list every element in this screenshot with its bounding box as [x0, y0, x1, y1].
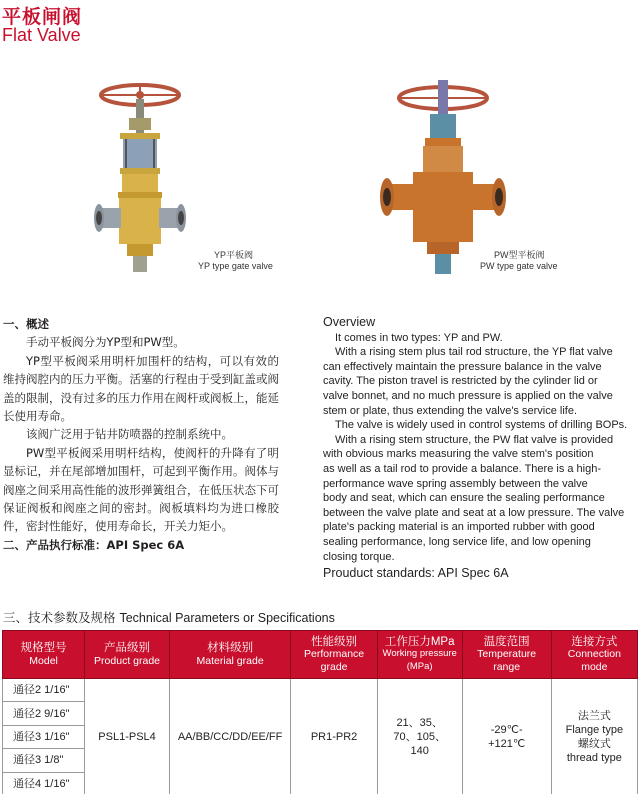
yp-caption-en: YP type gate valve [198, 261, 273, 271]
spec-title-en: Technical Parameters or Specifications [119, 611, 335, 625]
header-connection: 连接方式 Connection mode [551, 631, 637, 679]
en-line: can effectively maintain the pressure balance in the valve [323, 360, 602, 373]
header-material-grade: 材料级别 Material grade [169, 631, 291, 679]
pw-caption [480, 250, 558, 272]
en-line: With a rising stem structure, the PW flat valve is provided [335, 433, 614, 446]
connection-line: thread type [566, 751, 622, 764]
yp-valve-image [85, 78, 195, 278]
en-line: as well as a tail rod to provide a balance. There is a high- [323, 462, 602, 475]
en-line: performance wave spring assembly between the valve [323, 477, 588, 490]
cn-standard-heading: 二、产品执行标准：API Spec 6A [3, 537, 185, 552]
en-line: plate's packing material is an imported rubber with good [323, 521, 595, 534]
cn-paragraph: YP型平板阀采用明杆加围杆的结构，可以有效的维持阀腔内的压力平衡。活塞的行程由于受到缸盖或阀盖的限制，没有过多的压力作用在阀杆或阀板上，能延长使用寿命。 [3, 353, 279, 424]
model-cell: 通径4 1/16" [3, 772, 85, 794]
temperature-cell: -29℃-+121℃ [462, 679, 551, 794]
en-line: With a rising stem plus tail rod structure, the YP flat valve [335, 346, 613, 359]
page-title-cn: 平板闸阀 [2, 6, 83, 28]
en-standard: Prouduct standards: API Spec 6A [323, 566, 509, 581]
table-header-row [3, 631, 638, 679]
connection-line: Flange type [565, 723, 624, 736]
yp-caption-cn: YP平板阀 [214, 250, 254, 260]
en-overview-heading: Overview [323, 315, 376, 329]
spec-title-cn: 三、技术参数及规格 [3, 610, 120, 625]
en-line: The valve is widely used in control systems of drilling BOPs. [335, 419, 628, 432]
chinese-section [3, 315, 279, 554]
en-line: cavity. The piston travel is restricted by the cylinder lid or [323, 375, 598, 388]
header-model: 规格型号 Model [3, 631, 85, 679]
model-cell: 通径3 1/16" [3, 725, 85, 748]
connection-cell [551, 679, 637, 794]
spec-section-title [3, 608, 335, 626]
model-cell: 通径3 1/8" [3, 749, 85, 772]
en-line: valve bonnet, and no much pressure is applied on the valve [323, 389, 613, 402]
connection-line: 螺纹式 [577, 737, 611, 750]
connection-line: 法兰式 [577, 709, 611, 722]
model-cell: 通径2 1/16" [3, 679, 85, 702]
header-product-grade: 产品级别 Product grade [85, 631, 170, 679]
table-row [3, 679, 638, 702]
pressure-cell: 21、35、70、105、140 [377, 679, 462, 794]
cn-paragraph: PW型平板阀采用明杆结构，使阀杆的升降有了明显标记，并在尾部增加围杆，可起到平衡作用。阀体与阀座之间采用高性能的波形弹簧组合，在低压状态下可保证阀板和阀座之间的密封。阀板填料均为进口橡胶件，密封性能好，使用寿命长，开关力矩小。 [3, 445, 279, 534]
header-working-pressure: 工作压力MPa Working pressure (MPa) [377, 631, 462, 679]
product-grade-cell: PSL1-PSL4 [85, 679, 170, 794]
en-line: sealing performance, long service life, and low opening [323, 535, 591, 548]
page-title-en: Flat Valve [2, 25, 81, 45]
pw-caption-cn: PW型平板阀 [494, 250, 545, 260]
en-line: body and seat, which can ensure the sealing performance [323, 492, 605, 505]
model-cell: 通径2 9/16" [3, 702, 85, 725]
en-line: between the valve plate and seat at a low pressure. The valve [323, 506, 625, 519]
english-section [323, 315, 640, 581]
en-line: It comes in two types: YP and PW. [335, 331, 503, 344]
cn-paragraph: 手动平板阀分为YP型和PW型。 [26, 335, 185, 350]
material-grade-cell: AA/BB/CC/DD/EE/FF [169, 679, 291, 794]
header-temperature: 温度范围 Temperature range [462, 631, 551, 679]
spec-table [2, 630, 638, 794]
en-line: closing torque. [323, 550, 395, 563]
yp-caption [198, 250, 273, 272]
en-line: stem or plate, thus extending the valve's service life. [323, 404, 578, 417]
pw-caption-en: PW type gate valve [480, 261, 558, 271]
cn-paragraph: 该阀广泛用于钻井防喷器的控制系统中。 [26, 427, 233, 442]
performance-grade-cell: PR1-PR2 [291, 679, 377, 794]
en-line: with obvious marks measuring the valve stem's position [323, 448, 594, 461]
cn-overview-heading: 一、概述 [3, 317, 49, 331]
header-performance-grade: 性能级别 Performance grade [291, 631, 377, 679]
